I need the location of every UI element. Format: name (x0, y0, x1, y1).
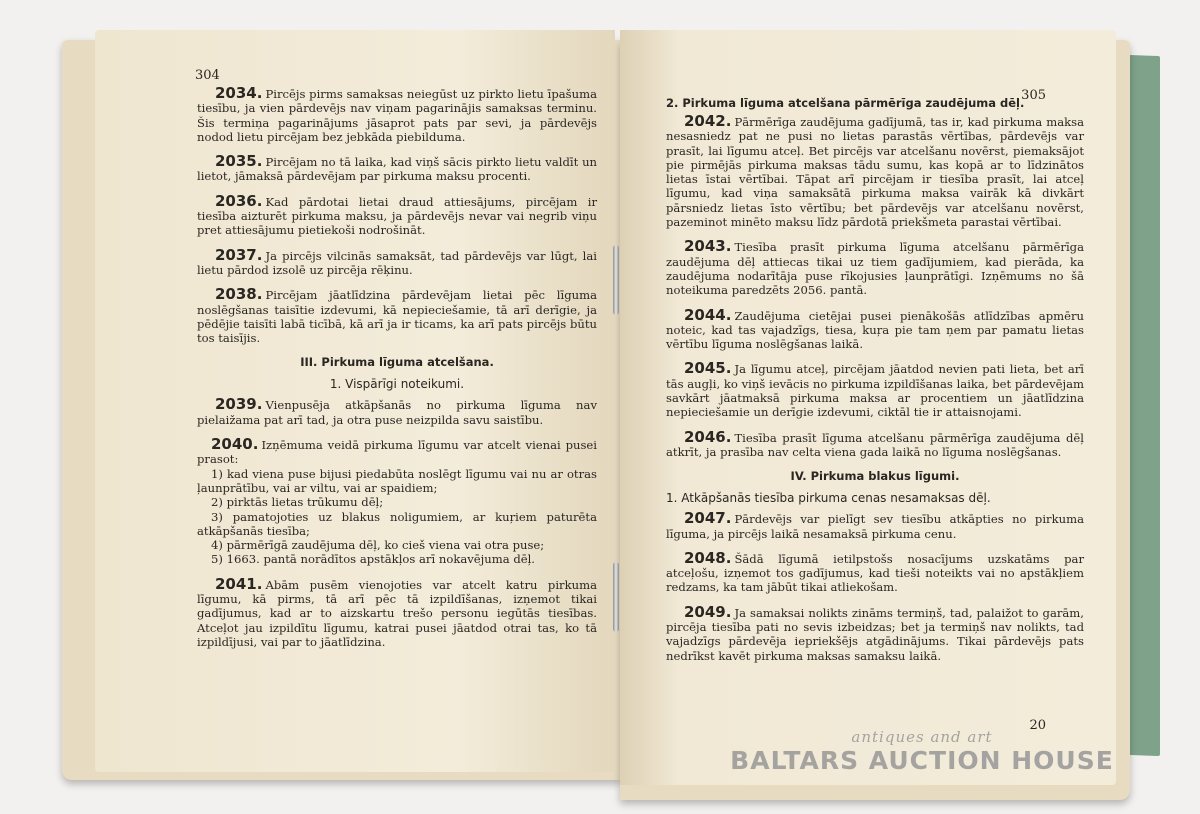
page-number-left: 304 (195, 68, 220, 83)
section-2046 (666, 427, 1084, 460)
section-number: 2049. (684, 602, 732, 621)
left-page (95, 30, 615, 772)
subheading-excessive-loss: 2. Pirkuma līguma atcelšana pārmērīga zaudējuma dēļ. (666, 96, 1025, 110)
section-number: 2040. (211, 435, 259, 454)
section-number: 2034. (215, 84, 263, 102)
section-text: Pārmērīga zaudējuma gadījumā, tas ir, kad pirkuma maksa nesasniedz pat ne pusi no lietas parastās vērtības, pārdevējs var prasīt, lai līgumu atceļ. Bet pircējs var atcelšanu novērst, piemaksājot pie pirmējās pirkuma maksas tādu sumu, kas kopā ar to līdzinātos lietas īstai vērtībai. Tāpat arī pircējam ir tiesība prasīt, lai atceļ līgumu, kad viņa samaksātā pirkuma maksa vairāk kā divkārt pārsniedz lietas īsto vērtību; bet pārdevējs var atcelšanu novērst, pazeminot minēto maksu līdz pārdotā priekšmeta parastai vērtībai. (666, 115, 1084, 230)
section-number: 2035. (215, 152, 263, 171)
section-2045 (666, 361, 1084, 419)
section-2034 (197, 86, 597, 144)
auction-house-watermark (722, 728, 1122, 788)
section-text: Kad pārdotai lietai draud attiesājums, pircējam ir tiesība aizturēt pirkuma maksu, ja pārdevējs nevar vai negrib viņu pret attiesājumu pietiekoši nodrošināt. (197, 194, 597, 238)
page-number-right: 305 (1021, 88, 1046, 103)
section-2049 (666, 602, 1084, 663)
section-2043 (666, 239, 1084, 297)
section-text: Pircējam jāatlīdzina pārdevējam lietai pēc līguma noslēgšanas taisītie izdevumi, kā nepieciešamie, tā arī derīgie, ja pēdējie taisīti labā ticībā, kā arī ja ir ticams, ka arī pats pircējs būtu tos taisījis. (197, 288, 597, 346)
section-text: Šādā līgumā ietilpstošs nosacījums uzskatāms par atceļošu, izņemot tos gadījumus, kad tieši noteikts vai no apstākļiem redzams, ka tam jābūt tikai atliekošam. (666, 551, 1084, 595)
list-item: 4) pārmērīgā zaudējuma dēļ, ko cieš viena vai otra puse; (211, 538, 545, 553)
subheading-general-provisions: 1. Vispārīgi noteikumi. (329, 377, 465, 392)
section-number: 2046. (684, 427, 732, 446)
chapter-heading-iv: IV. Pirkuma blakus līgumi. (790, 469, 960, 484)
section-number: 2042. (684, 112, 732, 130)
list-item: 3) pamatojoties uz blakus noligumiem, ar kuŗiem paturēta atkāpšanās tiesība; (197, 509, 597, 538)
binding-staple-bottom (613, 562, 619, 632)
section-number: 2041. (215, 574, 263, 593)
section-2042 (666, 114, 1084, 229)
section-text: Pārdevējs var pielīgt sev tiesību atkāpties no pirkuma līguma, ja pircējs laikā nesamaksā pirkuma cenu. (666, 512, 1084, 541)
section-text: Zaudējuma cietējai pusei pienākošās atlīdzības apmēru noteic, kad tas vajadzīgs, tiesa, kuŗa pie tam ņem par pamatu lietas vērtību līguma noslēgšanas laikā. (666, 308, 1084, 352)
section-text: Tiesība prasīt pirkuma līguma atcelšanu pārmērīga zaudējuma dēļ attiecas tikai uz tiem gadījumiem, kad pierāda, ka zaudējuma nodarītāja puse rīkojusies ļaunprātīgi. Izņēmums no šā noteikuma paredzēts 2056. pantā. (666, 240, 1084, 298)
section-2040 (197, 437, 597, 567)
section-text: Ja samaksai nolikts zināms termiņš, tad, palaižot to garām, pircēja tiesība pati no sevis izbeidzas; bet ja termiņš nav nolikts, tad vajadzīgs pārdevēja iepriekšējs atgādinājums. Tikai pārdevējs pats nedrīkst kavēt pirkuma maksas samaksu laikā. (666, 605, 1084, 663)
section-text: Izņēmuma veidā pirkuma līgumu var atcelt vienai pusei prasot: (197, 438, 597, 467)
section-text: Ja līgumu atceļ, pircējam jāatdod nevien pati lieta, bet arī tās augļi, ko viņš ievācis no pirkuma izpildīšanas laika, bet pārdevējam savkārt jāatmaksā pirkuma maksa ar procentiem un jāatlīdzina nepieciešamie un derīgie izdevumi, ciktāl tie ir attaisnojami. (666, 362, 1084, 420)
section-2048 (666, 548, 1084, 595)
section-number: 2037. (215, 245, 263, 264)
section-number: 2044. (684, 305, 732, 324)
list-item: 1) kad viena puse bijusi piedabūta noslēgt līgumu vai nu ar otras ļaunprātību, vai ar viltu, vai ar spaidiem; (197, 466, 597, 495)
right-page (620, 30, 1116, 785)
section-text: Vienpusēja atkāpšanās no pirkuma līguma nav pielaižama pat arī tad, ja otra puse neizpilda savu saistību. (197, 398, 597, 427)
watermark-brand: BALTARS AUCTION HOUSE (730, 746, 1114, 775)
section-text: Ja pircējs vilcinās samaksāt, tad pārdevējs var lūgt, lai lietu pārdod izsolē uz pircēja rēķinu. (197, 248, 597, 277)
section-text: Pircējs pirms samaksas neiegūst uz pirkto lietu īpašuma tiesību, ja vien pārdevējs nav viņam pagarinājis samaksas terminu. Šis termiņa pagarinājums jāsaprot pats par sevi, ja pārdevējs nodod lietu pircējam bez jebkāda piebilduma. (197, 87, 597, 144)
section-2047 (666, 511, 1084, 541)
left-page-text (197, 86, 597, 649)
section-text: Tiesība prasīt līguma atcelšanu pārmērīga zaudējuma dēļ atkrīt, ja prasība nav celta viena gada laikā no līguma noslēgšanas. (666, 430, 1084, 459)
section-number: 2043. (684, 237, 732, 256)
list-item: 5) 1663. pantā norādītos apstākļos arī nokavējuma dēļ. (211, 552, 535, 567)
section-number: 2039. (215, 395, 263, 414)
section-number: 2047. (684, 509, 732, 528)
section-text: Pircējam no tā laika, kad viņš sācis pirkto lietu valdīt un lietot, jāmaksā pārdevējam par pirkuma maksu procenti. (197, 155, 597, 184)
section-number: 2036. (215, 191, 263, 210)
section-2036 (197, 191, 597, 238)
list-item: 2) pirktās lietas trūkumu dēļ; (211, 495, 384, 510)
section-2035 (197, 154, 597, 184)
right-page-text (666, 96, 1084, 663)
subheading-withdrawal-right: 1. Atkāpšanās tiesība pirkuma cenas nesamaksas dēļ. (666, 491, 991, 506)
section-number: 2048. (684, 548, 732, 567)
chapter-heading-iii: III. Pirkuma līguma atcelšana. (300, 355, 494, 370)
signature-number: 20 (1029, 718, 1046, 733)
section-text: Abām pusēm vienojoties var atcelt katru pirkuma līgumu, kā pirms, tā arī pēc tā izpildīšanas, izņemot tikai gadījumus, kad ar to aizskartu trešo personu iegūtās tiesības. Atceļot jau izpildītu līgumu, katrai pusei jāatdod otrai tas, ko tā izpildījusi, vai par to jāatlīdzina. (197, 577, 597, 649)
section-2037 (197, 245, 597, 278)
section-2044 (666, 305, 1084, 352)
section-number: 2038. (215, 285, 263, 304)
section-2038 (197, 287, 597, 345)
binding-staple-top (613, 245, 619, 315)
section-2039 (197, 397, 597, 427)
watermark-tagline: antiques and art (851, 728, 993, 746)
section-number: 2045. (684, 359, 732, 378)
section-2041 (197, 574, 597, 649)
